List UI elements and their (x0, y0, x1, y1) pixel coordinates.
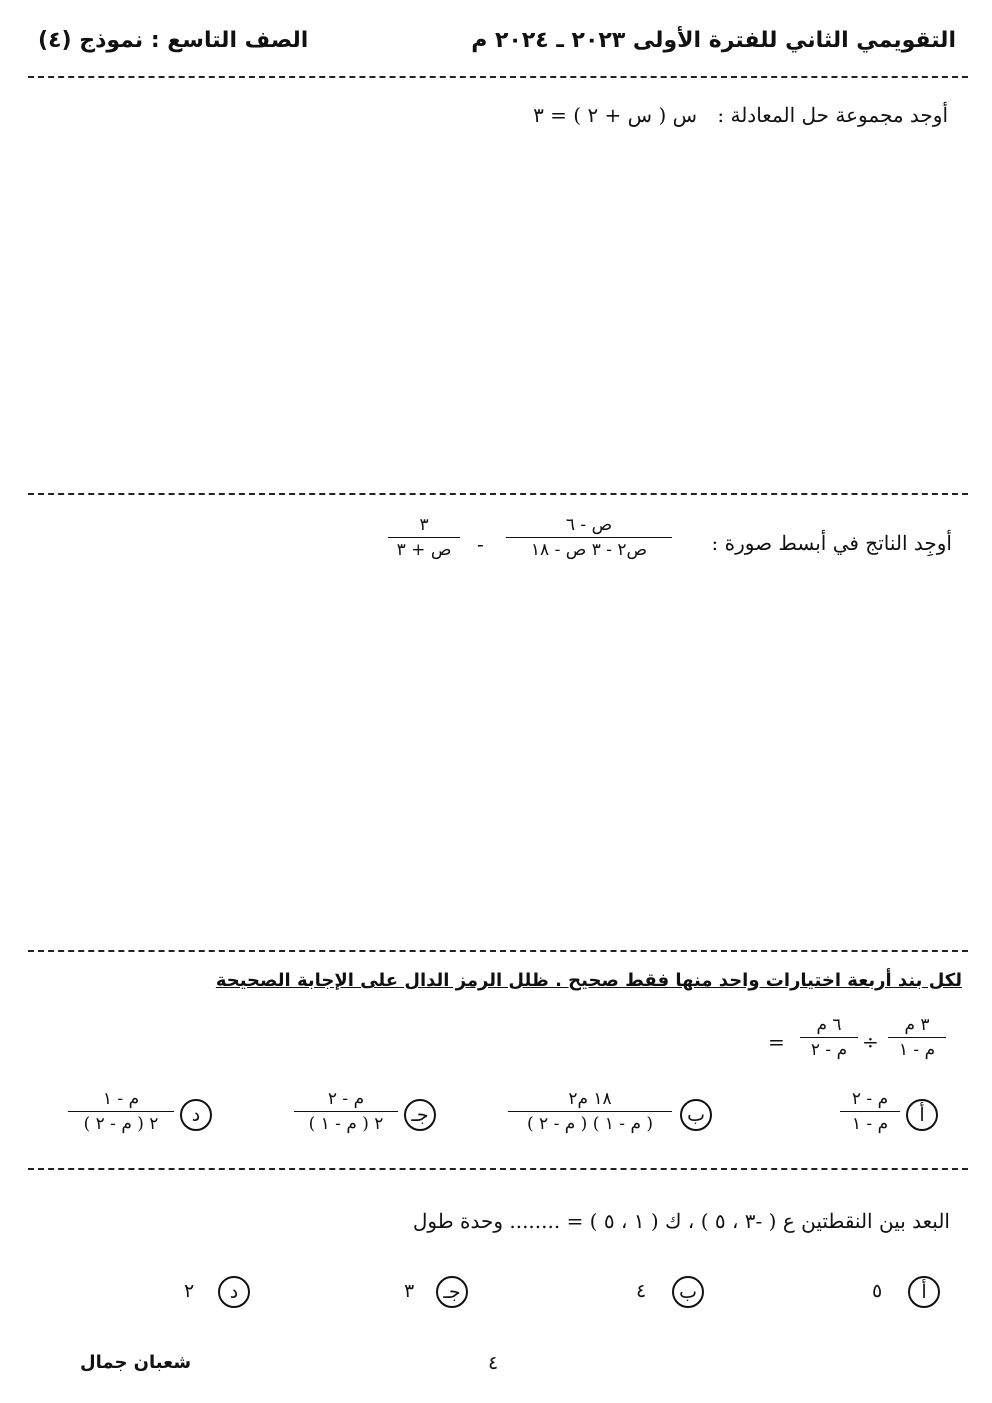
item2-question: البعد بين النقطتين ع ( -٣ ، ٥ ) ، ك ( ١ ، ٥ ) = ........ وحدة طول (412, 1209, 950, 1233)
option-b-fraction (508, 1089, 672, 1134)
author-name: شعبان جمال (80, 1352, 192, 1373)
fraction-2-denominator: ص + ٣ (396, 540, 452, 560)
mcq-instruction: لكل بند أربعة اختيارات واحد منها فقط صحيح . ظلل الرمز الدال على الإجابة الصحيحة (215, 970, 962, 991)
question-1 (533, 103, 948, 127)
question-1-prompt: أوجد مجموعة حل المعادلة : (717, 103, 948, 127)
item2-option-c-bubble[interactable]: جـ (436, 1276, 468, 1308)
item1-fraction-a-numerator: ٣ م (904, 1015, 930, 1035)
divider (28, 76, 968, 78)
option-b-denominator: ( م - ١ ) ( م - ٢ ) (527, 1114, 654, 1134)
item2-option-b-value: ٤ (636, 1280, 647, 1302)
fraction-1-denominator: ص٢ - ٣ ص - ١٨ (530, 540, 648, 560)
minus-sign: - (477, 532, 484, 556)
grade-label: الصف التاسع : نموذج (٤) (38, 28, 309, 53)
equals-sign: = (768, 1030, 785, 1054)
question-2-prompt: أوجِد الناتج في أبسط صورة : (711, 531, 952, 555)
item1-fraction-b (800, 1015, 858, 1060)
option-a-denominator: م - ١ (851, 1114, 889, 1134)
option-a-numerator: م - ٢ (851, 1089, 889, 1109)
divider (28, 950, 968, 952)
fraction-1-numerator: ص - ٦ (565, 515, 613, 535)
item2-option-d-bubble[interactable]: د (218, 1276, 250, 1308)
item2-option-a-bubble[interactable]: أ (908, 1276, 940, 1308)
option-b-numerator: ١٨ م٢ (568, 1089, 612, 1109)
option-d-denominator: ٢ ( م - ٢ ) (83, 1114, 159, 1134)
option-c-numerator: م - ٢ (327, 1089, 365, 1109)
fraction-1 (506, 515, 672, 560)
question-1-equation: س ( س + ٢ ) = ٣ (533, 103, 698, 127)
page-number: ٤ (488, 1352, 499, 1374)
item1-fraction-a (888, 1015, 946, 1060)
item2-option-b-bubble[interactable]: ب (672, 1276, 704, 1308)
item2-option-c-value: ٣ (404, 1280, 415, 1302)
option-a-fraction (840, 1089, 900, 1134)
option-d-numerator: م - ١ (102, 1089, 140, 1109)
item1-fraction-a-denominator: م - ١ (898, 1040, 936, 1060)
option-b-bubble[interactable]: ب (680, 1099, 712, 1131)
fraction-2-numerator: ٣ (419, 515, 429, 535)
divide-sign: ÷ (862, 1030, 879, 1054)
item2-option-a-value: ٥ (872, 1280, 883, 1302)
fraction-2 (388, 515, 460, 560)
divider (28, 1168, 968, 1170)
option-c-denominator: ٢ ( م - ١ ) (308, 1114, 384, 1134)
option-d-bubble[interactable]: د (180, 1099, 212, 1131)
item1-fraction-b-denominator: م - ٢ (810, 1040, 848, 1060)
option-c-fraction (294, 1089, 398, 1134)
option-a-bubble[interactable]: أ (906, 1099, 938, 1131)
item2-option-d-value: ٢ (184, 1280, 195, 1302)
exam-title: التقويمي الثاني للفترة الأولى ٢٠٢٣ ـ ٢٠٢٤ م (471, 28, 956, 53)
option-d-fraction (68, 1089, 174, 1134)
option-c-bubble[interactable]: جـ (404, 1099, 436, 1131)
divider (28, 493, 968, 495)
item1-fraction-b-numerator: ٦ م (816, 1015, 842, 1035)
